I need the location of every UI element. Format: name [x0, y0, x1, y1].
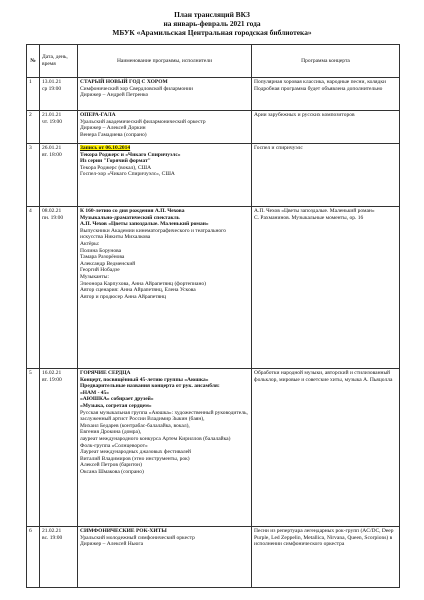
table-header-row	[27, 45, 400, 78]
date-line: вт. 19:00	[42, 376, 62, 383]
date-line: 21.02.21	[42, 528, 62, 534]
table-row	[27, 144, 400, 207]
document-title	[0, 10, 424, 38]
row-concert	[252, 111, 400, 144]
date-line: 21.01.21	[42, 112, 62, 118]
program-line: Текора Роджерс и «Чикаго Спиричуэлс»	[80, 151, 181, 158]
concert-line: Госпел и спиричуэлс	[254, 145, 303, 151]
concert-line: А.П. Чехов «Цветы запоздалые. Маленький роман»	[254, 208, 375, 214]
header-date: Дата, день, время	[40, 45, 78, 78]
table-row	[27, 78, 400, 111]
row-number: 6	[27, 527, 40, 588]
concert-line: Популярная хоровая классика, народные песни, колядки	[254, 79, 386, 85]
program-line: Музыканты:	[80, 273, 109, 280]
row-concert	[252, 207, 400, 369]
program-line: Михаил Бедарев (контрабас-балалайка, вокал),	[80, 422, 190, 429]
table-row	[27, 369, 400, 527]
title-line-1: План трансляций ВКЗ	[174, 10, 250, 19]
concert-line: Подробная программа будет объявлена дополнительно	[254, 85, 383, 92]
table-row	[27, 111, 400, 144]
program-line: СТАРЫЙ НОВЫЙ ГОД С ХОРОМ	[80, 79, 168, 85]
program-line: Концерт, посвящённый 45-летию группы «Аюшка»	[80, 376, 209, 383]
program-line: Георгий Нобадзе	[80, 267, 120, 274]
program-line: ОПЕРА-ГАЛА	[80, 112, 116, 118]
title-line-3: МБУК «Арамильская Центральная городская библиотека»	[112, 28, 312, 38]
row-concert	[252, 144, 400, 207]
program-line	[80, 145, 249, 152]
header-concert: Программа концерта	[252, 45, 400, 78]
row-concert	[252, 78, 400, 111]
program-line: СИМФОНИЧЕСКИЕ РОК-ХИТЫ	[80, 528, 167, 534]
highlighted-record-note: Запись от 06.10.2014	[80, 145, 131, 151]
date-line: 08.02.21	[42, 208, 62, 214]
row-program	[78, 369, 252, 527]
date-line: вс. 19:00	[42, 534, 63, 541]
program-line: Оксана Шмакова (сопрано)	[80, 468, 144, 475]
row-date	[40, 369, 78, 527]
program-line: Дирижер – Алексей Ньюга	[80, 541, 144, 548]
program-line: Уральский молодежный симфонический оркестр	[80, 534, 195, 541]
program-line: Дирижер – Андрей Петренко	[80, 92, 149, 99]
program-line: Текора Роджерс (вокал), США	[80, 164, 152, 171]
date-line: чт. 19:00	[42, 118, 63, 125]
row-number: 5	[27, 369, 40, 527]
program-line: Автор и продюсер Анна Айрапетянц	[80, 293, 167, 300]
program-line: Госпел-хор «Чикаго Спиричуэлс», США	[80, 171, 175, 178]
program-line: Русская музыкальная группа «Аюшка»: художественный руководитель, заслуженный артист России Владимир Зыкин (баян),	[80, 409, 248, 423]
program-line: Евгения Дрокина (домра),	[80, 429, 142, 436]
row-program	[78, 527, 252, 588]
program-line: Актёры:	[80, 240, 100, 247]
row-program	[78, 111, 252, 144]
row-program	[78, 207, 252, 369]
table-row	[27, 527, 400, 588]
program-line: Виталий Владимиров (этно инструменты, рок)	[80, 455, 190, 462]
date-line: пн. 19:00	[42, 214, 64, 221]
program-line: Выпускники Академии кинематографического и театрального искусства Никиты Михалкова	[80, 227, 227, 241]
broadcast-schedule-table	[26, 44, 400, 588]
row-number: 3	[27, 144, 40, 207]
program-line: «АЮШКА» собирает друзей»	[80, 396, 154, 403]
program-line: ГОРЯЧИЕ СЕРДЦА	[80, 370, 131, 376]
date-line: вт. 18:00	[42, 151, 62, 158]
date-line: 16.02.21	[42, 370, 62, 376]
row-program	[78, 144, 252, 207]
title-line-2: на январь-февраль 2021 года	[163, 19, 261, 29]
row-date	[40, 78, 78, 111]
program-line: Алексей Петров (баритон)	[80, 462, 142, 469]
program-line: Симфонический хор Свердловской филармонии	[80, 85, 193, 92]
program-line: А.П. Чехов «Цветы запоздалые. Маленький роман»	[80, 221, 209, 228]
program-line: Предварительные названия концерта от рук. ансамбля:	[80, 383, 220, 390]
program-line: К 160-летию со дня рождения А.П. Чехова	[80, 208, 185, 214]
date-line: 26.01.21	[42, 145, 62, 151]
program-line: Автор сценария: Анна Айрапетянц, Елена Ускова	[80, 287, 196, 294]
program-line: Венера Гамадиева (сопрано)	[80, 131, 147, 138]
row-number: 1	[27, 78, 40, 111]
row-date	[40, 144, 78, 207]
program-line: Дирижер – Алексей Доркин	[80, 125, 146, 132]
program-line: Уральский академический филармонический оркестр	[80, 118, 206, 125]
concert-line: Арии зарубежных и русских композиторов	[254, 112, 355, 118]
date-line: 13.01.21	[42, 79, 62, 85]
row-concert	[252, 527, 400, 588]
concert-line: Песни из репертуара легендарных рок-групп (AC/DC, Deep Purple, Led Zeppelin, Metallica, Nirvana, Queen, Scorpions) в исполнении симфонического оркестра	[254, 528, 394, 548]
concert-line: Обработки народной музыки, авторский и стилизованный фольклор, мировые и советские хиты, музыка А. Пьяцолла	[254, 370, 393, 383]
program-line: Элеонора Карпухова, Анна Айрапетянц (фортепиано)	[80, 280, 206, 287]
row-date	[40, 207, 78, 369]
program-line: Из серии "Горячий формат"	[80, 158, 151, 165]
program-line: лауреат международного конкурса Артем Кириллов (балалайка)	[80, 435, 231, 442]
program-line: Александр Ведменский	[80, 260, 136, 267]
date-line: ср 19:00	[42, 85, 62, 92]
program-line: «НАМ - 45»	[80, 389, 110, 396]
row-date	[40, 527, 78, 588]
header-program: Наименование программы, исполнители	[78, 45, 252, 78]
row-number: 2	[27, 111, 40, 144]
row-date	[40, 111, 78, 144]
program-line: Фолк-группа «Солнцеворот»	[80, 442, 148, 449]
program-line: «Музыка, согретая сердцем»	[80, 402, 152, 409]
program-line: Полина Борунова	[80, 247, 122, 254]
program-line: Музыкально-драматический спектакль	[80, 214, 180, 221]
concert-line: С. Рахманинов. Музыкальные моменты, ор. 16	[254, 214, 364, 221]
row-program	[78, 78, 252, 111]
header-num: №	[27, 45, 40, 78]
table-row	[27, 207, 400, 369]
row-number: 4	[27, 207, 40, 369]
row-concert	[252, 369, 400, 527]
program-line: Лауреат международных джазовых фестивалей	[80, 449, 191, 456]
program-line: Тамара Разорёнова	[80, 254, 125, 261]
